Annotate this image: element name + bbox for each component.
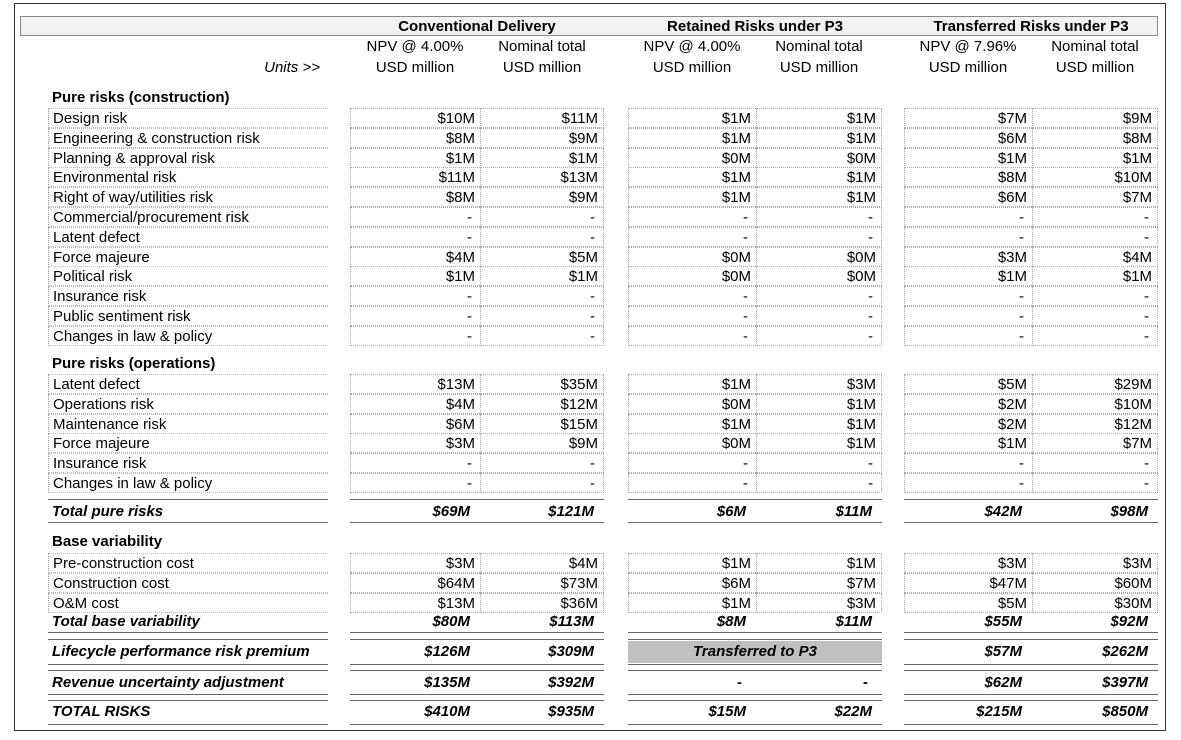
total-value: $397M xyxy=(1102,674,1148,691)
value-cell: $8M xyxy=(350,187,480,207)
value-cell: - xyxy=(350,227,480,247)
value-cell: $10M xyxy=(350,108,480,128)
value-cell: $10M xyxy=(1032,394,1158,414)
value-cell: $13M xyxy=(350,593,480,613)
total-value: $392M xyxy=(548,674,594,691)
value-cell: $15M xyxy=(480,414,604,434)
value-cell: - xyxy=(756,286,882,306)
value-cell: - xyxy=(628,227,756,247)
divider xyxy=(904,724,1158,725)
value-cell: $3M xyxy=(904,247,1032,267)
value-cell: $6M xyxy=(904,128,1032,148)
value-cell: $10M xyxy=(1032,167,1158,187)
transferred-box: Transferred to P3 xyxy=(628,641,882,663)
value-cell: - xyxy=(350,286,480,306)
section-title: Base variability xyxy=(52,533,163,550)
value-cell: - xyxy=(904,207,1032,227)
value-cell: - xyxy=(628,326,756,346)
row-label: Maintenance risk xyxy=(48,414,328,434)
row-label: Insurance risk xyxy=(48,286,328,306)
value-cell: $0M xyxy=(628,148,756,168)
divider xyxy=(48,700,328,701)
value-cell: $2M xyxy=(904,394,1032,414)
value-cell: $7M xyxy=(1032,187,1158,207)
value-cell: $1M xyxy=(480,148,604,168)
divider xyxy=(48,724,328,725)
column-header: Nominal total xyxy=(498,38,586,55)
value-cell: $11M xyxy=(350,167,480,187)
value-cell: - xyxy=(350,453,480,473)
value-cell: $6M xyxy=(350,414,480,434)
value-cell: $1M xyxy=(756,433,882,453)
section-title: Pure risks (construction) xyxy=(52,89,230,106)
value-cell: $4M xyxy=(1032,247,1158,267)
value-cell: $1M xyxy=(756,167,882,187)
divider xyxy=(904,632,1158,633)
value-cell: $3M xyxy=(350,433,480,453)
total-value: $126M xyxy=(424,643,470,660)
divider xyxy=(904,700,1158,701)
divider xyxy=(350,670,604,671)
divider xyxy=(904,499,1158,500)
value-cell: - xyxy=(1032,453,1158,473)
value-cell: $5M xyxy=(480,247,604,267)
divider xyxy=(628,724,882,725)
row-label: Force majeure xyxy=(48,247,328,267)
row-label: Changes in law & policy xyxy=(48,473,328,493)
value-cell: $9M xyxy=(1032,108,1158,128)
value-cell: - xyxy=(480,207,604,227)
value-cell: $30M xyxy=(1032,593,1158,613)
value-cell: $0M xyxy=(628,433,756,453)
value-cell: - xyxy=(904,306,1032,326)
value-cell: $12M xyxy=(1032,414,1158,434)
value-cell: $3M xyxy=(756,593,882,613)
value-cell: $1M xyxy=(1032,266,1158,286)
value-cell: $1M xyxy=(350,148,480,168)
value-cell: $7M xyxy=(756,573,882,593)
value-cell: $0M xyxy=(756,266,882,286)
row-label: Public sentiment risk xyxy=(48,306,328,326)
value-cell: $1M xyxy=(480,266,604,286)
value-cell: $1M xyxy=(628,374,756,394)
row-label: Right of way/utilities risk xyxy=(48,187,328,207)
divider xyxy=(48,694,328,695)
column-header: NPV @ 7.96% xyxy=(919,38,1017,55)
value-cell: - xyxy=(628,207,756,227)
value-cell: $1M xyxy=(756,187,882,207)
value-cell: - xyxy=(480,227,604,247)
total-value: - xyxy=(737,674,742,691)
value-cell: $0M xyxy=(628,266,756,286)
value-cell: - xyxy=(904,286,1032,306)
row-label: Design risk xyxy=(48,108,328,128)
divider xyxy=(48,499,328,500)
column-header: NPV @ 4.00% xyxy=(366,38,464,55)
divider xyxy=(628,694,882,695)
value-cell: $64M xyxy=(350,573,480,593)
row-label: Planning & approval risk xyxy=(48,148,328,168)
value-cell: $7M xyxy=(1032,433,1158,453)
divider xyxy=(350,724,604,725)
row-label: Changes in law & policy xyxy=(48,326,328,346)
value-cell: - xyxy=(628,306,756,326)
row-label: Construction cost xyxy=(48,573,328,593)
row-label: Commercial/procurement risk xyxy=(48,207,328,227)
divider xyxy=(48,632,328,633)
value-cell: - xyxy=(628,473,756,493)
column-header: NPV @ 4.00% xyxy=(643,38,741,55)
value-cell: $2M xyxy=(904,414,1032,434)
total-value: $262M xyxy=(1102,643,1148,660)
value-cell: $3M xyxy=(1032,553,1158,573)
total-value: $935M xyxy=(548,703,594,720)
value-cell: $7M xyxy=(904,108,1032,128)
row-label: Insurance risk xyxy=(48,453,328,473)
value-cell: $29M xyxy=(1032,374,1158,394)
divider xyxy=(350,639,604,640)
total-value: $92M xyxy=(1110,613,1148,630)
value-cell: $1M xyxy=(628,553,756,573)
value-cell: $5M xyxy=(904,374,1032,394)
value-cell: $1M xyxy=(756,553,882,573)
value-cell: - xyxy=(480,473,604,493)
value-cell: - xyxy=(904,227,1032,247)
group-title: Conventional Delivery xyxy=(398,18,556,35)
column-unit: USD million xyxy=(928,59,1008,76)
divider xyxy=(350,522,604,523)
value-cell: $8M xyxy=(904,167,1032,187)
value-cell: - xyxy=(756,227,882,247)
row-label: Engineering & construction risk xyxy=(48,128,328,148)
value-cell: $3M xyxy=(756,374,882,394)
value-cell: - xyxy=(756,207,882,227)
divider xyxy=(904,639,1158,640)
value-cell: $1M xyxy=(628,414,756,434)
value-cell: $13M xyxy=(350,374,480,394)
value-cell: - xyxy=(756,473,882,493)
divider xyxy=(904,694,1158,695)
row-label: Political risk xyxy=(48,266,328,286)
value-cell: $5M xyxy=(904,593,1032,613)
value-cell: - xyxy=(756,453,882,473)
row-label: Force majeure xyxy=(48,433,328,453)
value-cell: $1M xyxy=(756,108,882,128)
column-unit: USD million xyxy=(779,59,859,76)
value-cell: $3M xyxy=(350,553,480,573)
value-cell: - xyxy=(1032,286,1158,306)
value-cell: $1M xyxy=(756,394,882,414)
divider xyxy=(904,670,1158,671)
total-value: $55M xyxy=(984,613,1022,630)
value-cell: $9M xyxy=(480,128,604,148)
divider xyxy=(48,522,328,523)
value-cell: $1M xyxy=(350,266,480,286)
value-cell: $1M xyxy=(904,433,1032,453)
value-cell: $0M xyxy=(628,394,756,414)
value-cell: - xyxy=(904,473,1032,493)
total-label: Total pure risks xyxy=(52,503,164,520)
total-label: Revenue uncertainty adjustment xyxy=(52,674,284,691)
total-value: $57M xyxy=(984,643,1022,660)
value-cell: $35M xyxy=(480,374,604,394)
row-label: Latent defect xyxy=(48,227,328,247)
total-value: $309M xyxy=(548,643,594,660)
value-cell: - xyxy=(1032,306,1158,326)
value-cell: $0M xyxy=(628,247,756,267)
value-cell: - xyxy=(904,326,1032,346)
value-cell: $0M xyxy=(756,247,882,267)
value-cell: $1M xyxy=(628,108,756,128)
value-cell: - xyxy=(1032,207,1158,227)
value-cell: - xyxy=(756,306,882,326)
value-cell: $60M xyxy=(1032,573,1158,593)
row-label: Environmental risk xyxy=(48,167,328,187)
divider xyxy=(350,694,604,695)
divider xyxy=(628,632,882,633)
divider xyxy=(350,632,604,633)
total-value: $850M xyxy=(1102,703,1148,720)
value-cell: $8M xyxy=(350,128,480,148)
value-cell: - xyxy=(756,326,882,346)
group-title: Transferred Risks under P3 xyxy=(933,18,1129,35)
row-label: Pre-construction cost xyxy=(48,553,328,573)
value-cell: - xyxy=(628,286,756,306)
value-cell: - xyxy=(628,453,756,473)
value-cell: - xyxy=(350,473,480,493)
total-value: $121M xyxy=(548,503,594,520)
total-value: $135M xyxy=(424,674,470,691)
total-value: $6M xyxy=(716,503,746,520)
value-cell: $12M xyxy=(480,394,604,414)
value-cell: $3M xyxy=(904,553,1032,573)
divider xyxy=(628,670,882,671)
total-value: $215M xyxy=(976,703,1022,720)
value-cell: $1M xyxy=(756,414,882,434)
total-value: $69M xyxy=(432,503,470,520)
value-cell: - xyxy=(1032,473,1158,493)
value-cell: $6M xyxy=(904,187,1032,207)
value-cell: - xyxy=(480,453,604,473)
total-value: $42M xyxy=(984,503,1022,520)
value-cell: - xyxy=(350,326,480,346)
value-cell: $1M xyxy=(756,128,882,148)
total-value: $98M xyxy=(1110,503,1148,520)
value-cell: $1M xyxy=(628,593,756,613)
total-value: $11M xyxy=(835,503,872,520)
total-label: Total base variability xyxy=(52,613,200,630)
group-title: Retained Risks under P3 xyxy=(667,18,843,35)
value-cell: $1M xyxy=(628,128,756,148)
divider xyxy=(628,499,882,500)
total-value: $11M xyxy=(835,613,872,630)
value-cell: - xyxy=(480,326,604,346)
divider xyxy=(350,700,604,701)
divider xyxy=(904,664,1158,665)
divider xyxy=(628,522,882,523)
divider xyxy=(628,700,882,701)
column-unit: USD million xyxy=(375,59,455,76)
column-header: Nominal total xyxy=(1051,38,1139,55)
row-label: O&M cost xyxy=(48,593,328,613)
value-cell: $4M xyxy=(350,394,480,414)
value-cell: $1M xyxy=(628,167,756,187)
total-value: $410M xyxy=(424,703,470,720)
value-cell: - xyxy=(1032,326,1158,346)
column-unit: USD million xyxy=(652,59,732,76)
total-label: Lifecycle performance risk premium xyxy=(52,643,310,660)
value-cell: $0M xyxy=(756,148,882,168)
total-label: TOTAL RISKS xyxy=(52,703,151,720)
section-title: Pure risks (operations) xyxy=(52,355,216,372)
divider xyxy=(350,499,604,500)
value-cell: - xyxy=(480,306,604,326)
total-value: $15M xyxy=(708,703,746,720)
divider xyxy=(628,639,882,640)
column-unit: USD million xyxy=(1055,59,1135,76)
divider xyxy=(48,664,328,665)
value-cell: $1M xyxy=(904,148,1032,168)
value-cell: $11M xyxy=(480,108,604,128)
value-cell: $6M xyxy=(628,573,756,593)
total-value: $62M xyxy=(984,674,1022,691)
divider xyxy=(48,670,328,671)
total-value: $113M xyxy=(549,613,594,630)
value-cell: $1M xyxy=(628,187,756,207)
value-cell: - xyxy=(1032,227,1158,247)
value-cell: $73M xyxy=(480,573,604,593)
total-value: $80M xyxy=(432,613,470,630)
value-cell: $9M xyxy=(480,433,604,453)
total-value: $22M xyxy=(834,703,872,720)
value-cell: - xyxy=(904,453,1032,473)
total-value: - xyxy=(863,674,868,691)
column-header: Nominal total xyxy=(775,38,863,55)
divider xyxy=(904,522,1158,523)
total-value: $8M xyxy=(716,613,746,630)
row-label: Latent defect xyxy=(48,374,328,394)
divider xyxy=(628,664,882,665)
value-cell: - xyxy=(350,207,480,227)
divider xyxy=(350,664,604,665)
divider xyxy=(48,639,328,640)
value-cell: - xyxy=(350,306,480,326)
value-cell: $47M xyxy=(904,573,1032,593)
row-label: Operations risk xyxy=(48,394,328,414)
value-cell: $9M xyxy=(480,187,604,207)
value-cell: $1M xyxy=(1032,148,1158,168)
value-cell: - xyxy=(480,286,604,306)
value-cell: $1M xyxy=(904,266,1032,286)
column-unit: USD million xyxy=(502,59,582,76)
value-cell: $36M xyxy=(480,593,604,613)
units-label: Units >> xyxy=(264,59,320,76)
value-cell: $8M xyxy=(1032,128,1158,148)
value-cell: $4M xyxy=(350,247,480,267)
value-cell: $13M xyxy=(480,167,604,187)
value-cell: $4M xyxy=(480,553,604,573)
